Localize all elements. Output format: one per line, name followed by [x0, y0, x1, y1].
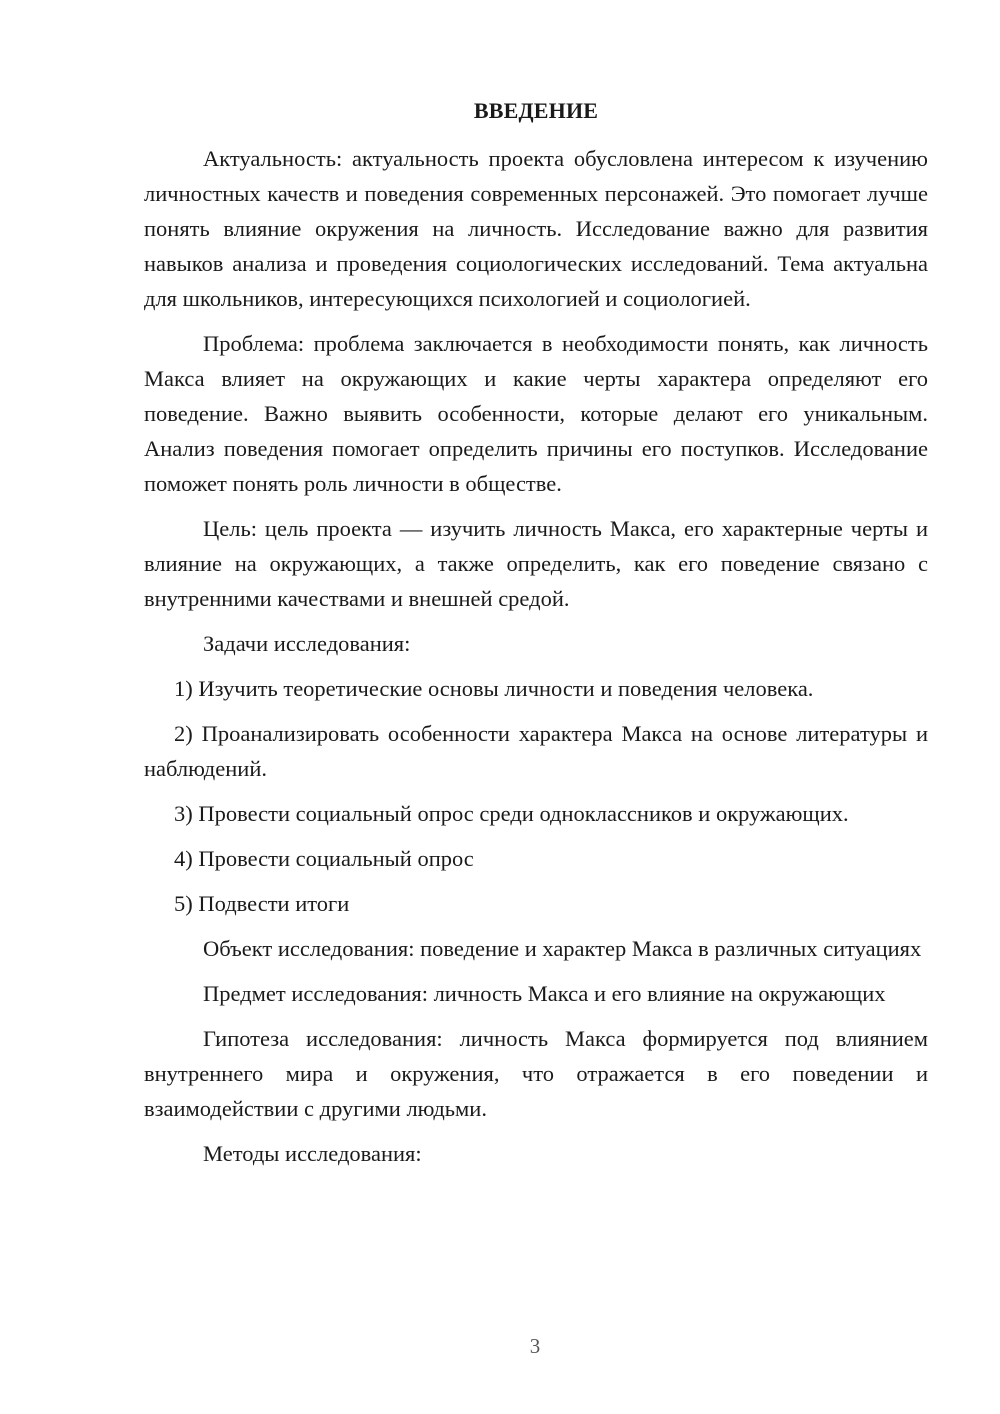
paragraph-subject: Предмет исследования: личность Макса и его влияние на окружающих	[203, 981, 886, 1006]
paragraph-methods: Методы исследования:	[203, 1141, 422, 1166]
paragraph-relevance: Актуальность: актуальность проекта обусловлена интересом к изучению личностных качеств и поведения современных персонажей. Это помогает лучше понять влияние окружения на личность. Исследование важно для развития навыков анализа и проведения социологических исследований. Тема актуальна для школьников, интересующихся психологией и социологией.	[144, 146, 928, 311]
task-item-3: 3) Провести социальный опрос среди одноклассников и окружающих.	[174, 801, 849, 826]
page-title: ВВЕДЕНИЕ	[473, 98, 599, 123]
paragraph-hypothesis: Гипотеза исследования: личность Макса формируется под влиянием внутреннего мира и окружения, что отражается в его поведении и взаимодействии с другими людьми.	[144, 1026, 928, 1121]
task-item-4: 4) Провести социальный опрос	[174, 846, 474, 871]
page-number: 3	[529, 1334, 541, 1358]
task-item-2: 2) Проанализировать особенности характера Макса на основе литературы и наблюдений.	[144, 721, 928, 781]
paragraph-object: Объект исследования: поведение и характер Макса в различных ситуациях	[203, 936, 922, 961]
paragraph-tasks-heading: Задачи исследования:	[203, 631, 411, 656]
paragraph-goal: Цель: цель проекта — изучить личность Макса, его характерные черты и влияние на окружающих, а также определить, как его поведение связано с внутренними качествами и внешней средой.	[144, 516, 928, 611]
task-item-1: 1) Изучить теоретические основы личности и поведения человека.	[174, 676, 814, 701]
paragraph-problem: Проблема: проблема заключается в необходимости понять, как личность Макса влияет на окружающих и какие черты характера определяют его поведение. Важно выявить особенности, которые делают его уникальным. Анализ поведения помогает определить причины его поступков. Исследование поможет понять роль личности в обществе.	[144, 331, 928, 496]
document-page	[144, 95, 928, 1181]
task-item-5: 5) Подвести итоги	[174, 891, 350, 916]
